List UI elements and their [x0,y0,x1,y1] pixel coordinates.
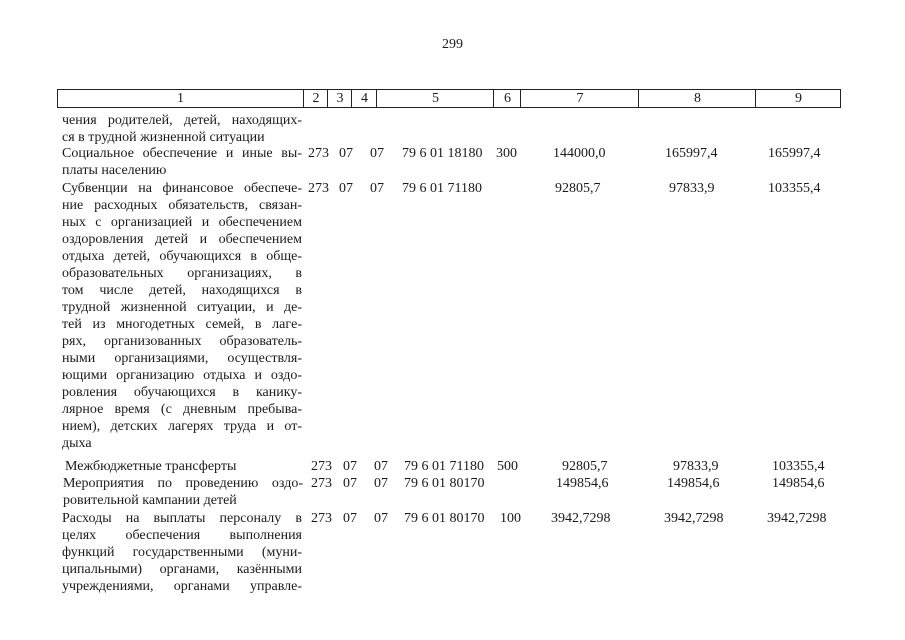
description-line: целях обеспечения выполнения [62,528,302,543]
header-col-4: 4 [351,90,377,107]
cell-section-code: 07 [343,511,357,526]
cell-target-code: 79 6 01 80170 [404,476,485,491]
header-col-2: 2 [303,90,328,107]
cell-ministry-code: 273 [311,511,332,526]
description-line: ющими организацию отдыха и оздо- [62,368,302,383]
description-line: отдыха детей, обучающихся в обще- [62,249,302,264]
cell-target-code: 79 6 01 80170 [404,511,485,526]
description-line: оздоровления детей и обеспечением [62,232,302,247]
description-line: тей из многодетных семей, в лагe- [62,317,302,332]
cell-subsection-code: 07 [370,146,384,161]
description-line: ными организациями, осуществля- [62,351,302,366]
description-line: ровления обучающихся в канику- [62,385,302,400]
cell-section-code: 07 [339,146,353,161]
header-col-9: 9 [755,90,841,107]
description-line: образовательных организациях, в [62,266,302,281]
description-line: Социальное обеспечение и иные вы- [62,146,302,161]
cell-amount-col9: 165997,4 [768,146,821,161]
description-line: Мероприятия по проведению оздо- [63,476,303,491]
description-line: том числе детей, находящихся в [62,283,302,298]
cell-amount-col8: 3942,7298 [664,511,724,526]
description-line: дыха [62,436,92,451]
header-col-8: 8 [638,90,756,107]
cell-expense-type: 300 [496,146,517,161]
description-line: Расходы на выплаты персоналу в [62,511,302,526]
cell-amount-col7: 144000,0 [553,146,606,161]
cell-amount-col8: 165997,4 [665,146,718,161]
row-description [62,145,302,179]
cell-target-code: 79 6 01 71180 [404,459,484,474]
description-line: ся в трудной жизненной ситуации [62,130,265,145]
description-line: рях, организованных образователь- [62,334,302,349]
cell-expense-type: 100 [500,511,521,526]
table-header-row [57,89,841,108]
description-line: ных с организацией и обеспечением [62,215,302,230]
cell-amount-col7: 149854,6 [556,476,609,491]
cell-target-code: 79 6 01 71180 [402,181,482,196]
description-line: лярное время (с дневным пребыва- [62,402,302,417]
cell-section-code: 07 [343,459,357,474]
cell-section-code: 07 [343,476,357,491]
cell-amount-col9: 3942,7298 [767,511,827,526]
header-col-1: 1 [177,91,184,106]
cell-section-code: 07 [339,181,353,196]
header-col-3: 3 [327,90,352,107]
cell-subsection-code: 07 [370,181,384,196]
header-col-7: 7 [520,90,639,107]
description-line: Субвенции на финансовое обеспече- [62,181,302,196]
cell-subsection-code: 07 [374,511,388,526]
description-line: нием), детских лагерях труда и от- [62,419,302,434]
cell-ministry-code: 273 [311,476,332,491]
cell-ministry-code: 273 [311,459,332,474]
cell-subsection-code: 07 [374,459,388,474]
description-line: ципальными) органами, казёнными [62,562,302,577]
description-line: функций государственными (муни- [62,545,302,560]
row-description [62,180,302,452]
cell-amount-col7: 92805,7 [562,459,608,474]
cell-amount-col8: 149854,6 [667,476,720,491]
header-col-6: 6 [493,90,521,107]
cell-amount-col7: 92805,7 [555,181,601,196]
cell-amount-col9: 103355,4 [772,459,825,474]
description-line: трудной жизненной ситуации, и де- [62,300,302,315]
cell-expense-type: 500 [497,459,518,474]
row-description [62,510,302,595]
row-description [63,475,303,509]
header-col-5: 5 [376,90,494,107]
cell-amount-col7: 3942,7298 [551,511,611,526]
page-number: 299 [442,37,463,52]
cell-amount-col9: 103355,4 [768,181,821,196]
cell-target-code: 79 6 01 18180 [402,146,483,161]
description-line: учреждениями, органами управле- [62,579,302,594]
cell-amount-col9: 149854,6 [772,476,825,491]
cell-ministry-code: 273 [308,181,329,196]
cell-amount-col8: 97833,9 [673,459,719,474]
cell-subsection-code: 07 [374,476,388,491]
description-line: чения родителей, детей, находящих- [62,113,302,128]
row-description [65,458,305,475]
cell-ministry-code: 273 [308,146,329,161]
description-line: ровительной кампании детей [63,493,237,508]
description-line: ние расходных обязательств, связан- [62,198,302,213]
description-line: Межбюджетные трансферты [65,459,237,474]
row-description [62,112,302,146]
cell-amount-col8: 97833,9 [669,181,715,196]
description-line: платы населению [62,163,167,178]
